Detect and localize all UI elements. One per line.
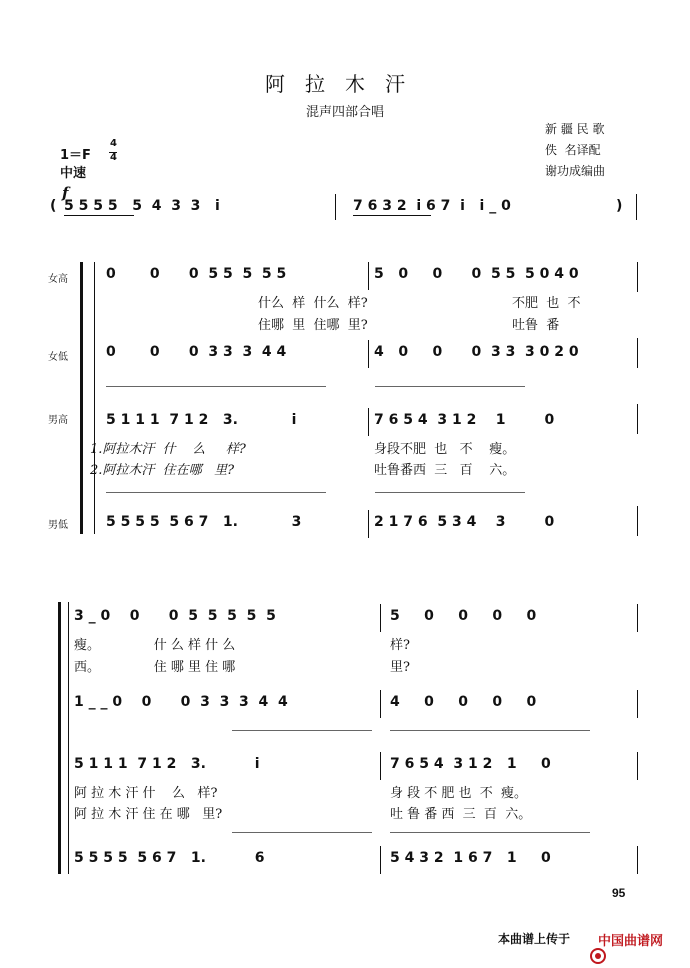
sys1-soprano-m2: 5 0 0 0 5 5 5 0 4 0 bbox=[374, 266, 579, 282]
sys2-tenor-m2: 7 6 5 4 3 1 2 1 0 bbox=[390, 756, 551, 772]
sys1-alto-m2: 4 0 0 0 3 3 3 0 2 0 bbox=[374, 344, 579, 360]
song-subtitle: 混声四部合唱 bbox=[305, 105, 384, 120]
sys2-tenor-m1: 5 1 1 1 7 1 2 3. i bbox=[74, 756, 260, 772]
intro-end-barline bbox=[636, 194, 637, 220]
system-1-endline bbox=[637, 262, 638, 292]
sys1-barline bbox=[368, 510, 369, 538]
system-2-brace bbox=[58, 602, 61, 874]
cue-line bbox=[375, 386, 525, 387]
sys2-tenor-lyric-2b: 吐 鲁 番 西 三 百 六。 bbox=[390, 807, 532, 822]
sys1-tenor-lyric-1b: 身段不肥 也 不 瘦。 bbox=[374, 442, 516, 457]
intro-close-paren: ) bbox=[616, 198, 623, 214]
sys2-soprano-m1: 3 _ 0 0 0 5 5 5 5 5 bbox=[74, 608, 276, 624]
page-number: 95 bbox=[612, 886, 626, 900]
credit-arranger: 谢功成编曲 bbox=[545, 164, 606, 178]
intro-open-paren: ( bbox=[50, 198, 57, 214]
sys2-barline bbox=[380, 690, 381, 718]
part-label-bass: 男低 bbox=[48, 520, 68, 531]
cue-line bbox=[232, 730, 372, 731]
sys1-tenor-m2: 7 6 5 4 3 1 2 1 0 bbox=[374, 412, 555, 428]
cue-line bbox=[390, 730, 590, 731]
sys1-tenor-lyric-1a: 1.阿拉木汗 什 么 样? bbox=[90, 442, 246, 457]
sys1-bass-m2: 2 1 7 6 5 3 4 3 0 bbox=[374, 514, 555, 530]
system-2-endline bbox=[637, 690, 638, 718]
sys2-barline bbox=[380, 604, 381, 632]
sys1-tenor-lyric-2b: 吐鲁番西 三 百 六。 bbox=[374, 463, 516, 478]
system-1-endline bbox=[637, 404, 638, 434]
sys1-bass-m1: 5 5 5 5 5 6 7 1. 3 bbox=[106, 514, 302, 530]
sys1-alto-m1: 0 0 0 3 3 3 4 4 bbox=[106, 344, 287, 360]
system-2-endline bbox=[637, 846, 638, 874]
key-signature: 1＝F bbox=[60, 148, 91, 163]
part-label-soprano: 女高 bbox=[48, 274, 68, 285]
sys1-barline bbox=[368, 340, 369, 368]
sys1-tenor-m1: 5 1 1 1 7 1 2 3. i bbox=[106, 412, 297, 428]
sys2-soprano-m2: 5 0 0 0 0 bbox=[390, 608, 537, 624]
credit-lyrics: 佚 名译配 bbox=[545, 143, 601, 157]
sys2-soprano-lyric-2b: 里? bbox=[390, 660, 410, 675]
sys2-soprano-lyric-1b: 样? bbox=[390, 638, 410, 653]
system-2-endline bbox=[637, 752, 638, 780]
cue-line bbox=[106, 492, 326, 493]
credit-origin: 新 疆 民 歌 bbox=[545, 122, 605, 136]
system-1-brace bbox=[80, 262, 83, 534]
sys2-alto-m1: 1 _ _ 0 0 0 3 3 3 4 4 bbox=[74, 694, 288, 710]
system-1-endline bbox=[637, 338, 638, 368]
tempo-marking: 中速 bbox=[60, 166, 87, 181]
time-signature-bottom: 4 bbox=[110, 152, 117, 163]
sys2-tenor-lyric-2a: 阿 拉 木 汗 住 在 哪 里? bbox=[74, 807, 223, 822]
sys2-soprano-lyric-2a: 西。 住 哪 里 住 哪 bbox=[74, 660, 236, 675]
sys1-soprano-lyric-1b: 不肥 也 不 bbox=[512, 296, 581, 311]
part-label-alto: 女低 bbox=[48, 352, 68, 363]
sys1-soprano-lyric-2b: 吐鲁 番 bbox=[512, 318, 560, 333]
song-title: 阿拉木汗 bbox=[265, 72, 425, 96]
sys1-soprano-lyric-2a: 住哪 里 住哪 里? bbox=[258, 318, 368, 333]
sys2-barline bbox=[380, 752, 381, 780]
cue-line bbox=[232, 832, 372, 833]
intro-measure-1: 5 5 5 5 5 4 3 3 i bbox=[64, 198, 220, 214]
sys1-barline bbox=[368, 408, 369, 436]
intro-beam bbox=[353, 215, 431, 216]
cue-line bbox=[390, 832, 590, 833]
footer-text: 本曲谱上传于 bbox=[498, 932, 571, 946]
sys2-alto-m2: 4 0 0 0 0 bbox=[390, 694, 537, 710]
time-signature-top: 4 bbox=[110, 138, 117, 149]
sys2-tenor-lyric-1a: 阿 拉 木 汗 什 么 样? bbox=[74, 786, 218, 801]
cue-line bbox=[375, 492, 525, 493]
sys2-bass-m2: 5 4 3 2 1 6 7 1 0 bbox=[390, 850, 551, 866]
sys2-tenor-lyric-1b: 身 段 不 肥 也 不 瘦。 bbox=[390, 786, 528, 801]
system-2-startline bbox=[68, 602, 69, 874]
intro-measure-2: 7 6 3 2 i 6 7 i i _ 0 bbox=[353, 198, 511, 214]
part-label-tenor: 男高 bbox=[48, 415, 68, 426]
sys2-bass-m1: 5 5 5 5 5 6 7 1. 6 bbox=[74, 850, 265, 866]
sys2-soprano-lyric-1a: 瘦。 什 么 样 什 么 bbox=[74, 638, 236, 653]
sys1-tenor-lyric-2a: 2.阿拉木汗 住在哪 里? bbox=[90, 463, 235, 478]
intro-barline bbox=[335, 194, 336, 220]
sys2-barline bbox=[380, 846, 381, 874]
sys1-barline bbox=[368, 262, 369, 290]
sys1-soprano-lyric-1a: 什么 样 什么 样? bbox=[258, 296, 368, 311]
system-2-endline bbox=[637, 604, 638, 632]
cue-line bbox=[106, 386, 326, 387]
footer-brand-link[interactable]: 中国曲谱网 bbox=[598, 934, 664, 949]
system-1-endline bbox=[637, 506, 638, 536]
dynamic-marking: f bbox=[62, 184, 69, 202]
sys1-soprano-m1: 0 0 0 5 5 5 5 5 bbox=[106, 266, 287, 282]
intro-beam bbox=[64, 215, 134, 216]
system-1-startline bbox=[94, 262, 95, 534]
